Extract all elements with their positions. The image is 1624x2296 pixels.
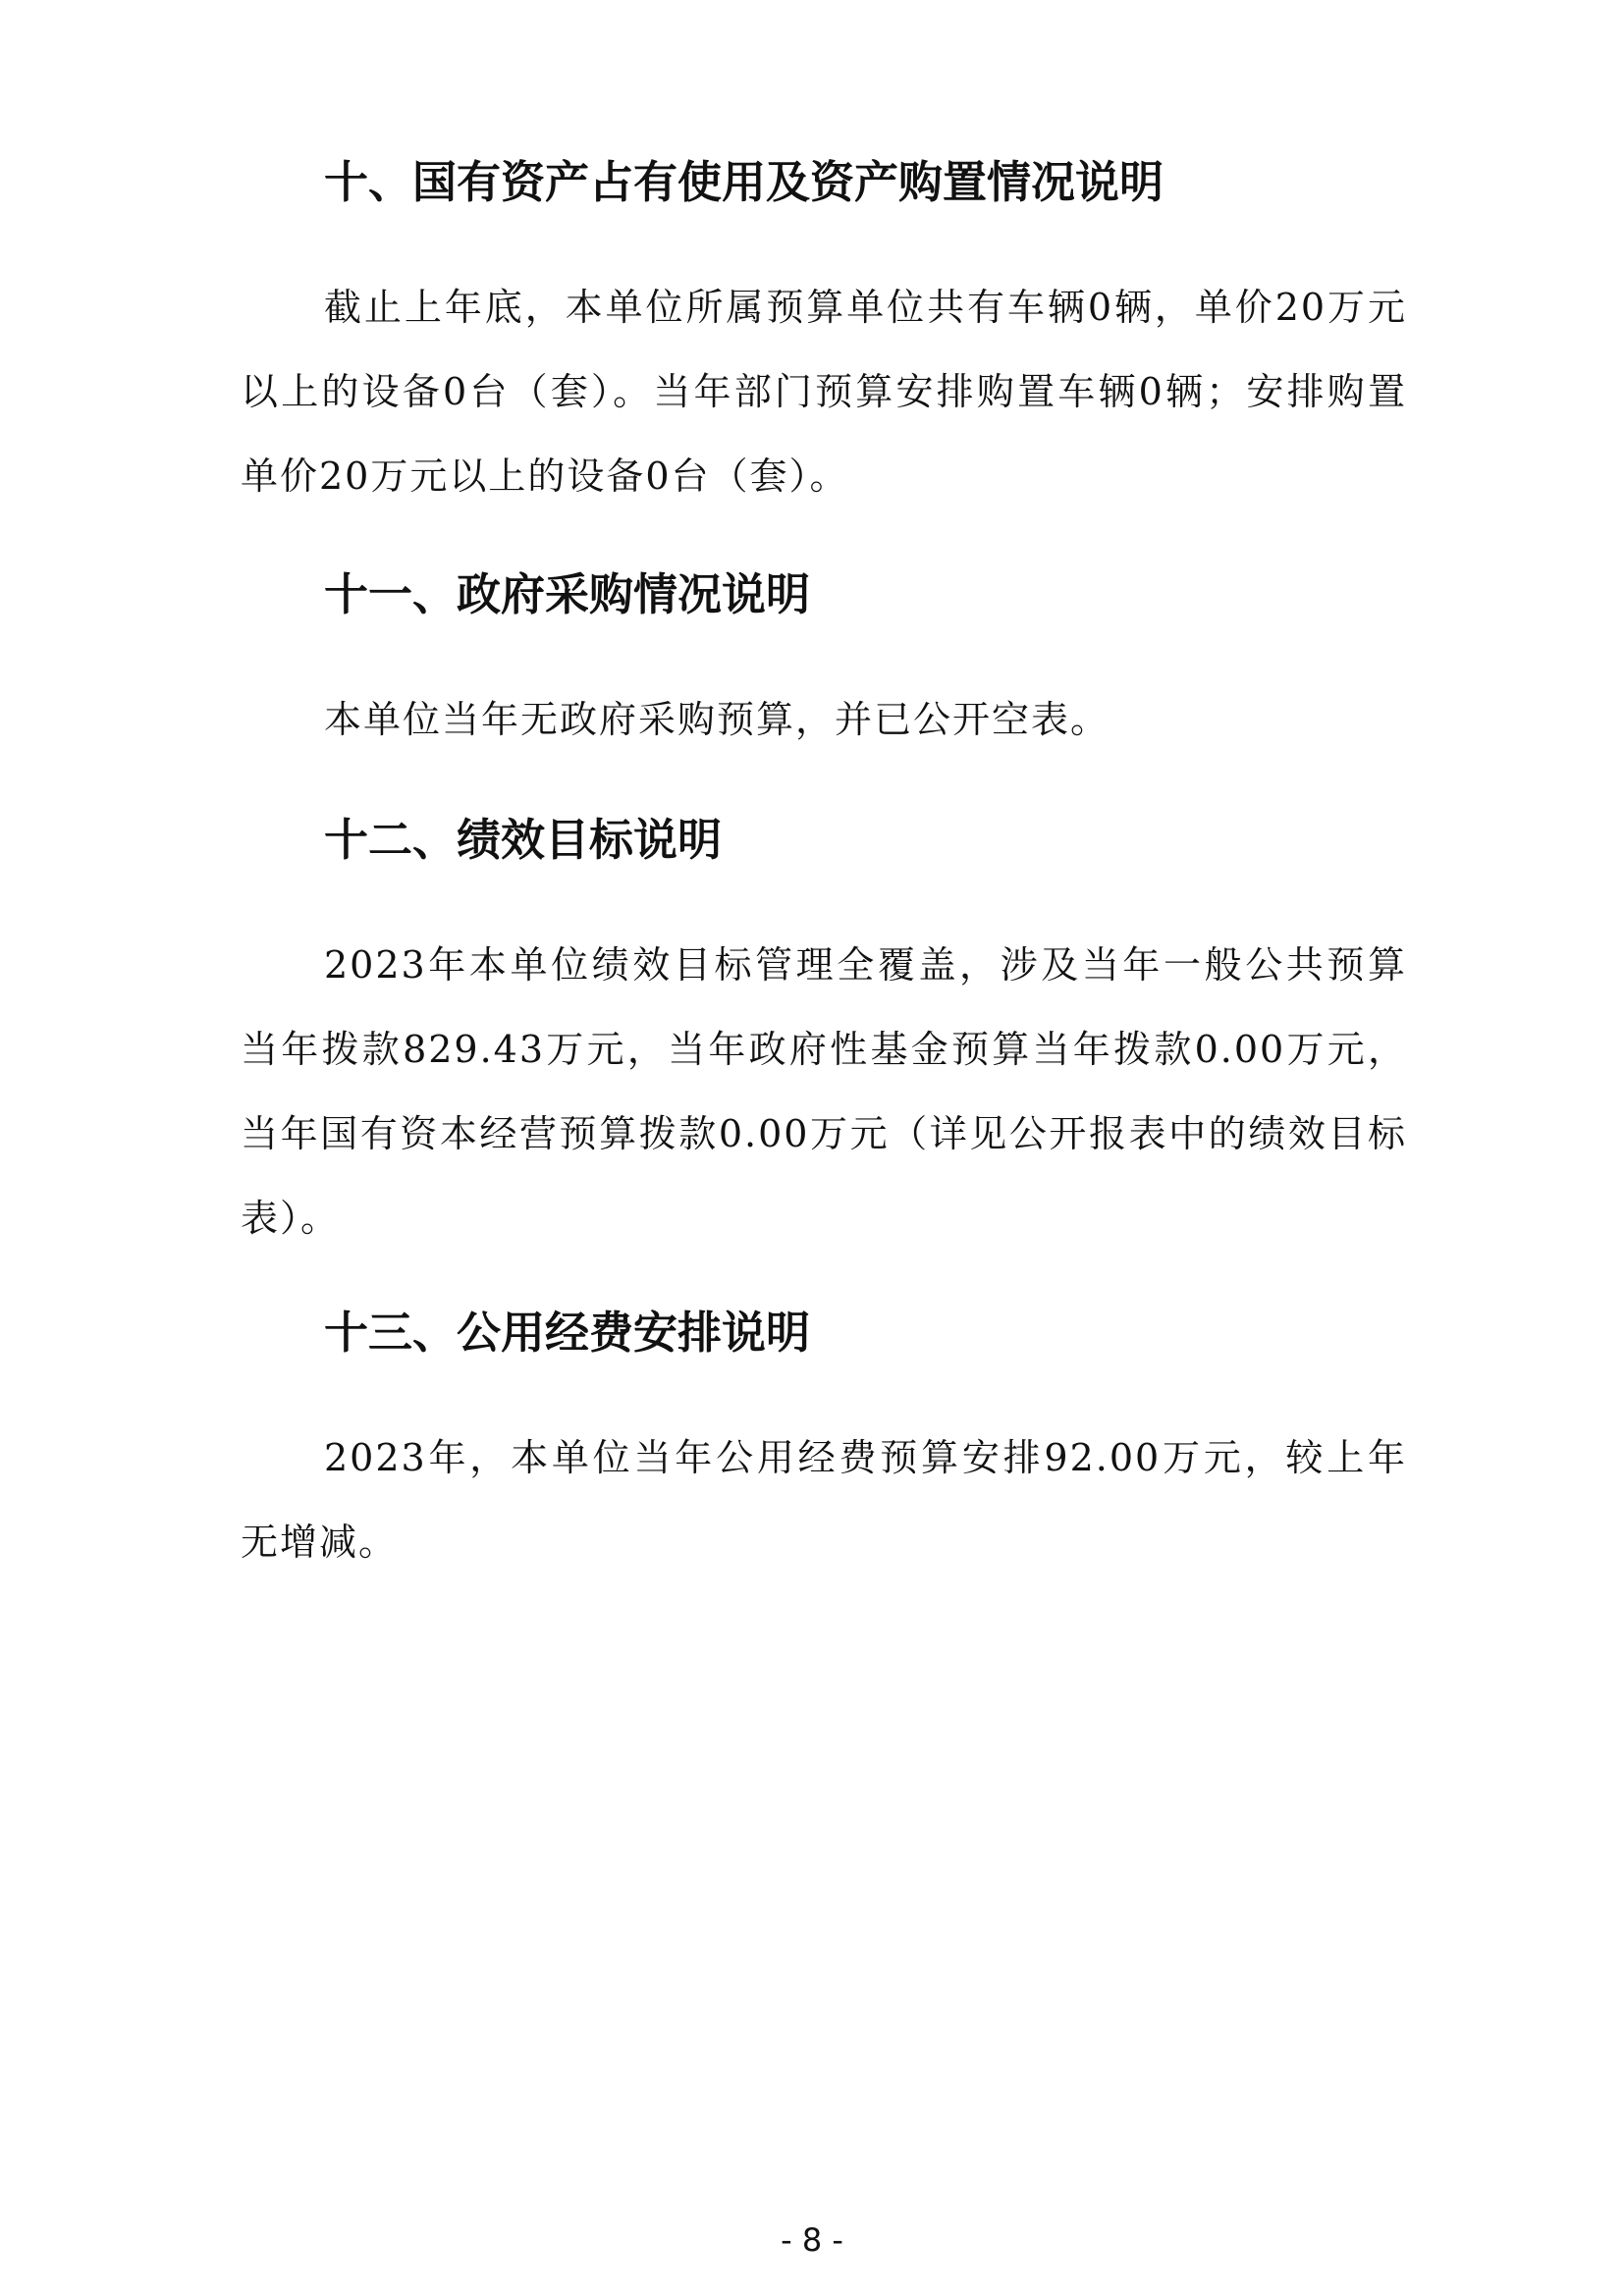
section-body-performance: 2023年本单位绩效目标管理全覆盖，涉及当年一般公共预算当年拨款829.43万元，当年政府性基金预算当年拨款0.00万元，当年国有资本经营预算拨款0.00万元（详见公开报表中的绩效目标表）。 bbox=[241, 943, 1407, 1240]
section-body-procurement: 本单位当年无政府采购预算，并已公开空表。 bbox=[324, 698, 1110, 741]
section-heading-procurement: 十一、政府采购情况说明 bbox=[324, 568, 811, 620]
section-heading-performance: 十二、绩效目标说明 bbox=[324, 814, 723, 866]
section-body-assets: 截止上年底，本单位所属预算单位共有车辆0辆，单价20万元以上的设备0台（套）。当年部门预算安排购置车辆0辆；安排购置单价20万元以上的设备0台（套）。 bbox=[241, 286, 1407, 498]
section-heading-public-funds: 十三、公用经费安排说明 bbox=[324, 1307, 811, 1359]
page-number: - 8 - bbox=[781, 2221, 843, 2259]
section-heading-assets: 十、国有资产占有使用及资产购置情况说明 bbox=[324, 156, 1164, 208]
section-body-public-funds: 2023年，本单位当年公用经费预算安排92.00万元，较上年无增减。 bbox=[241, 1436, 1407, 1564]
